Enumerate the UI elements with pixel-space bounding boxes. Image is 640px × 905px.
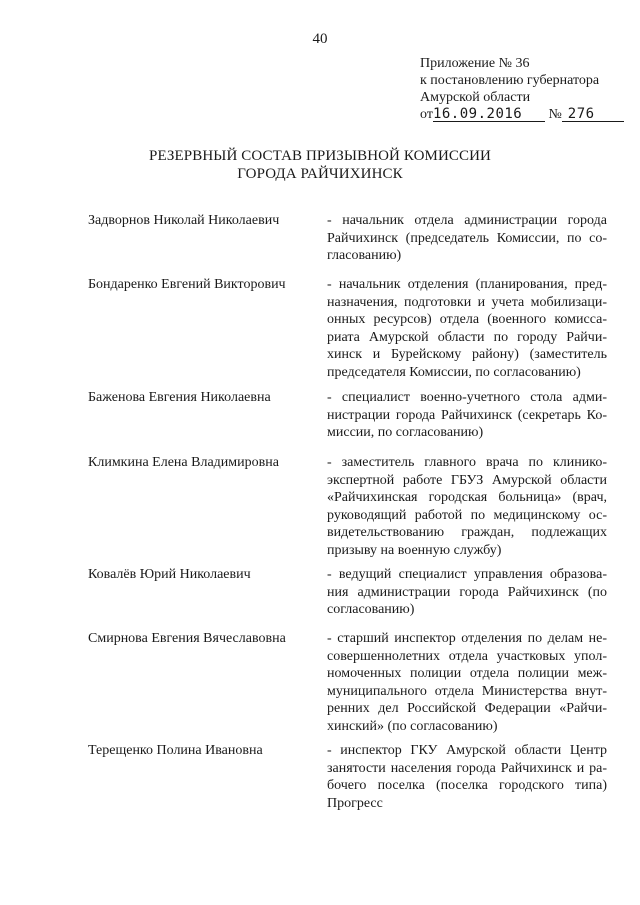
annex-line-1: Приложение № 36 (420, 56, 530, 71)
decree-number: 276 (562, 107, 624, 122)
member-role: - специалист военно-учетного стола администрации города Райчихинск (секретарь Комиссии, по согласованию) (327, 390, 607, 440)
member-name: Ковалёв Юрий Николаевич (88, 567, 251, 582)
member-role: - заместитель главного врача по клинико-экспертной работе ГБУЗ Амурской области «Райчихинская городская больница» (врач, руководящий работой по медицинскому освидетельствованию граждан, подлежащих призыву на военную службу) (327, 455, 607, 558)
member-name: Задворнов Николай Николаевич (88, 213, 280, 228)
member-name: Климкина Елена Владимировна (88, 455, 279, 470)
annex-line-2: к постановлению губернатора (420, 73, 600, 88)
title-line-2: ГОРОДА РАЙЧИХИНСК (237, 166, 403, 182)
member-name: Баженова Евгения Николаевна (88, 390, 271, 405)
member-name: Бондаренко Евгений Викторович (88, 277, 286, 292)
member-role: - ведущий специалист управления образования администрации города Райчихинск (по согласованию) (327, 567, 607, 617)
number-prefix: № (548, 107, 562, 122)
member-name: Смирнова Евгения Вячеславовна (88, 631, 286, 646)
page-number: 40 (312, 31, 328, 47)
member-role: - инспектор ГКУ Амурской области Центр занятости населения города Райчихинск и рабочего поселка (поселка городского типа) Прогресс (327, 743, 607, 811)
date-prefix: от (420, 107, 433, 122)
title-line-1: РЕЗЕРВНЫЙ СОСТАВ ПРИЗЫВНОЙ КОМИССИИ (149, 148, 491, 164)
annex-line-3: Амурской области (420, 90, 531, 105)
member-role: - начальник отделения (планирования, предназначения, подготовки и учета мобилизационных ресурсов) отдела (военного комиссариата Амурской области по городу Райчихинск и Бурейскому району) (заместитель председателя Комиссии, по согласованию) (327, 277, 607, 380)
annex-header (420, 55, 624, 123)
annex-date-line (420, 106, 624, 123)
document-title (0, 147, 640, 183)
member-name: Терещенко Полина Ивановна (88, 743, 263, 758)
member-role: - старший инспектор отделения по делам несовершеннолетних отдела участковых уполномоченных полиции отдела полиции межмуниципального отдела Министерства внутренних дел Российской Федерации «Райчихинский» (по согласованию) (327, 631, 607, 734)
decree-date: 16.09.2016 (433, 107, 545, 122)
member-role: - начальник отдела администрации города Райчихинск (председатель Комиссии, по согласованию) (327, 213, 607, 263)
